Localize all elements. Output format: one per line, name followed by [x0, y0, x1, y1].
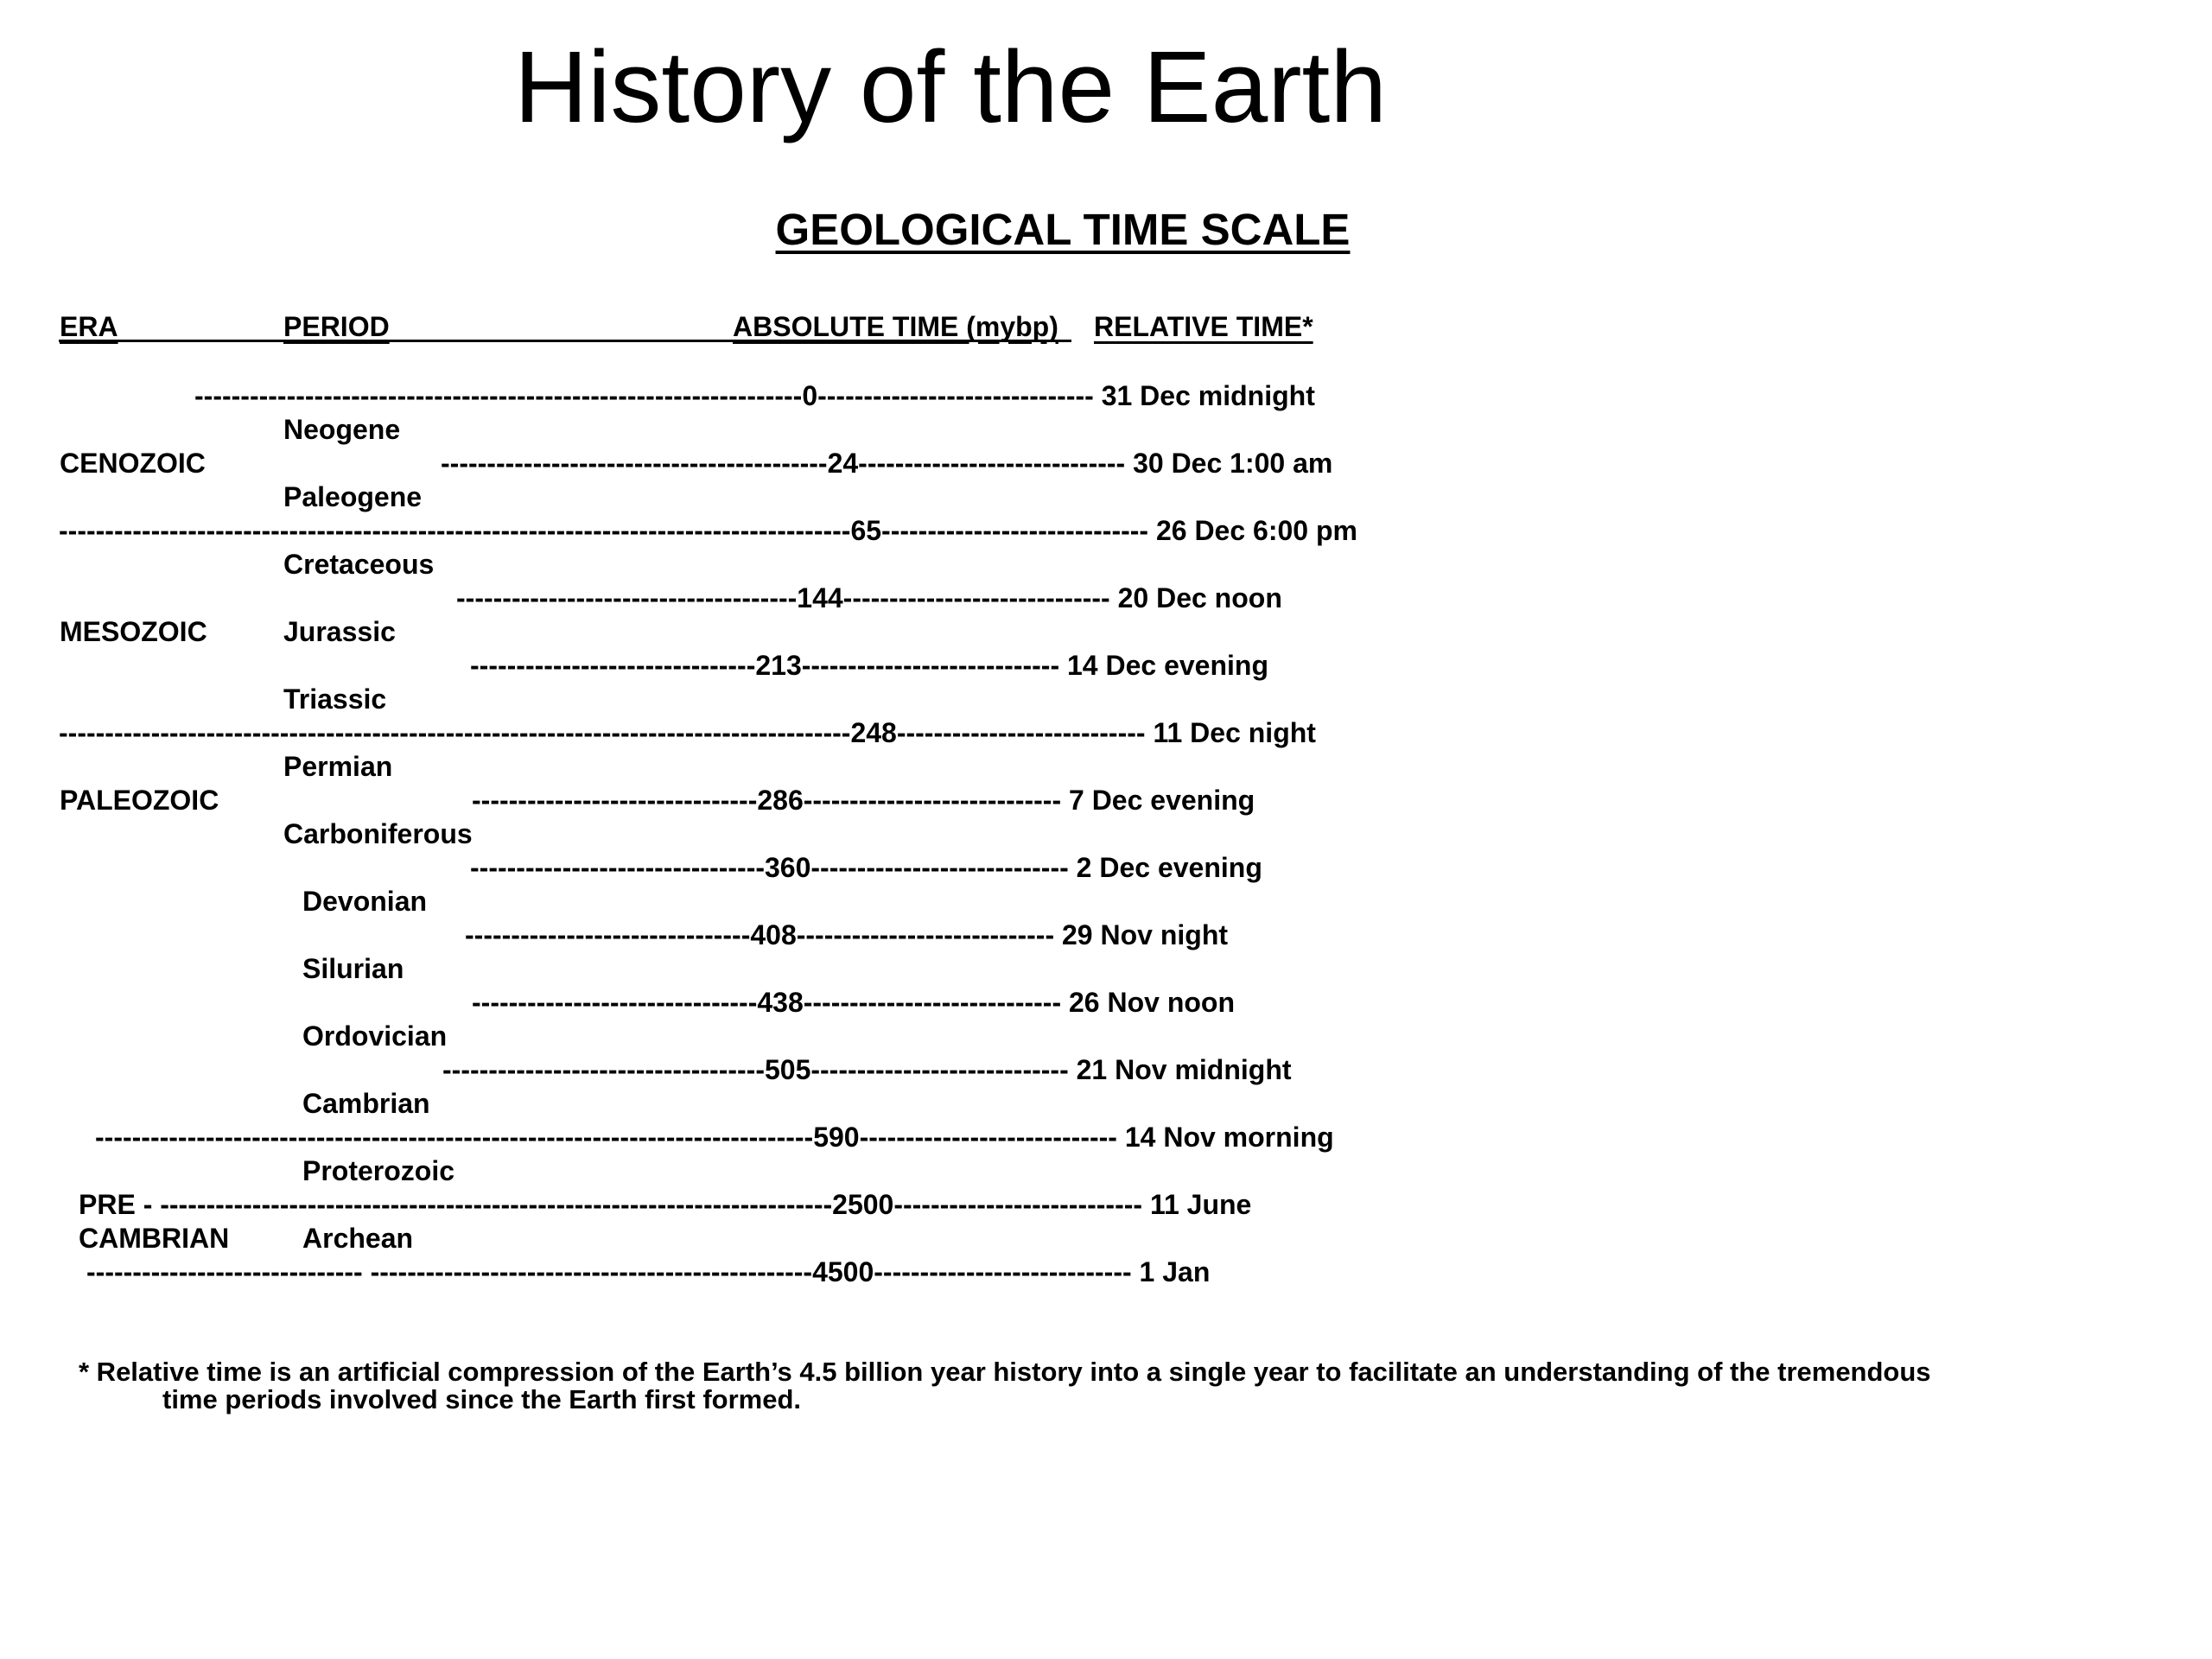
table-title: GEOLOGICAL TIME SCALE: [775, 205, 1351, 254]
period-label-cambrian: Cambrian: [302, 1088, 430, 1119]
boundary-line-4500: ------------------------------ ------------------------------------------------4500---------------------------- 1 Jan: [86, 1256, 1211, 1287]
era-label-cenozoic: CENOZOIC: [60, 448, 206, 479]
era-label-cambrian: CAMBRIAN: [79, 1223, 230, 1254]
boundary-line-213: -------------------------------213---------------------------- 14 Dec evening: [470, 650, 1268, 681]
period-label-permian: Permian: [283, 751, 393, 782]
page-title: History of the Earth: [514, 30, 1387, 144]
boundary-line-2500: PRE - -------------------------------------------------------------------------2500--------------------------- 11 June: [79, 1189, 1252, 1220]
period-label-jurassic: Jurassic: [283, 616, 396, 647]
boundary-line-144: -------------------------------------144----------------------------- 20 Dec noon: [456, 582, 1282, 613]
boundary-line-248: --------------------------------------------------------------------------------------248--------------------------- 11 Dec night: [59, 717, 1316, 748]
period-label-cretaceous: Cretaceous: [283, 549, 435, 580]
period-label-triassic: Triassic: [283, 683, 387, 715]
period-label-silurian: Silurian: [302, 953, 404, 984]
boundary-line-438: -------------------------------438---------------------------- 26 Nov noon: [472, 987, 1236, 1018]
footnote-line-2: time periods involved since the Earth first formed.: [162, 1384, 802, 1414]
boundary-line-286: -------------------------------286---------------------------- 7 Dec evening: [472, 785, 1255, 816]
boundary-line-505: -----------------------------------505---------------------------- 21 Nov midnight: [442, 1054, 1292, 1085]
period-label-neogene: Neogene: [283, 414, 401, 445]
column-header-era: ERA: [60, 311, 118, 342]
period-label-devonian: Devonian: [302, 886, 428, 917]
boundary-line-360: --------------------------------360---------------------------- 2 Dec evening: [470, 852, 1262, 883]
period-label-carboniferous: Carboniferous: [283, 818, 473, 849]
period-label-archean: Archean: [302, 1223, 414, 1254]
era-label-mesozoic: MESOZOIC: [60, 616, 207, 647]
period-label-paleogene: Paleogene: [283, 481, 423, 512]
footnote-line-1: * Relative time is an artificial compression of the Earth’s 4.5 billion year history into a single year to facilitate an understanding of the tremendous: [79, 1357, 1931, 1387]
period-label-ordovician: Ordovician: [302, 1020, 448, 1052]
column-header-period: PERIOD: [283, 311, 390, 342]
boundary-line-408: -------------------------------408---------------------------- 29 Nov night: [465, 919, 1229, 950]
header-rule: [59, 340, 1071, 342]
boundary-line-590: ------------------------------------------------------------------------------590---------------------------- 14 Nov morning: [95, 1122, 1334, 1153]
column-header-relative-time: RELATIVE TIME*: [1094, 311, 1313, 342]
column-header-absolute-time: ABSOLUTE TIME (mybp): [733, 311, 1058, 342]
boundary-line-24: ------------------------------------------24----------------------------- 30 Dec 1:00 am: [441, 448, 1333, 479]
era-label-paleozoic: PALEOZOIC: [60, 785, 219, 816]
boundary-line-65: --------------------------------------------------------------------------------------65----------------------------- 26 Dec 6:00 pm: [59, 515, 1357, 546]
period-label-proterozoic: Proterozoic: [302, 1155, 455, 1186]
boundary-line-0: ------------------------------------------------------------------0------------------------------ 31 Dec midnight: [194, 380, 1315, 411]
